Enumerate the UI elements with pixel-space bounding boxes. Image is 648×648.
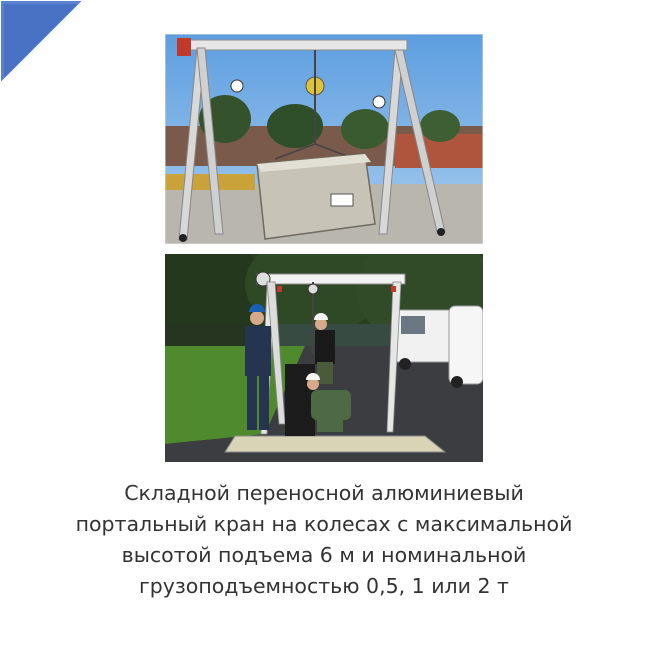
caption-line-4: грузоподъемностью 0,5, 1 или 2 т	[138, 574, 509, 598]
corner-accent-triangle	[0, 0, 90, 90]
gantry-crane-lifting-container-photo	[165, 34, 483, 244]
caption-line-1: Складной переносной алюминиевый	[124, 481, 524, 505]
caption-line-2: портальный кран на колесах с максимальной	[75, 512, 573, 536]
caption-line-3: высотой подъема 6 м и номинальной	[121, 543, 527, 567]
gantry-crane-workers-photo	[165, 254, 483, 462]
caption-text	[40, 478, 608, 602]
